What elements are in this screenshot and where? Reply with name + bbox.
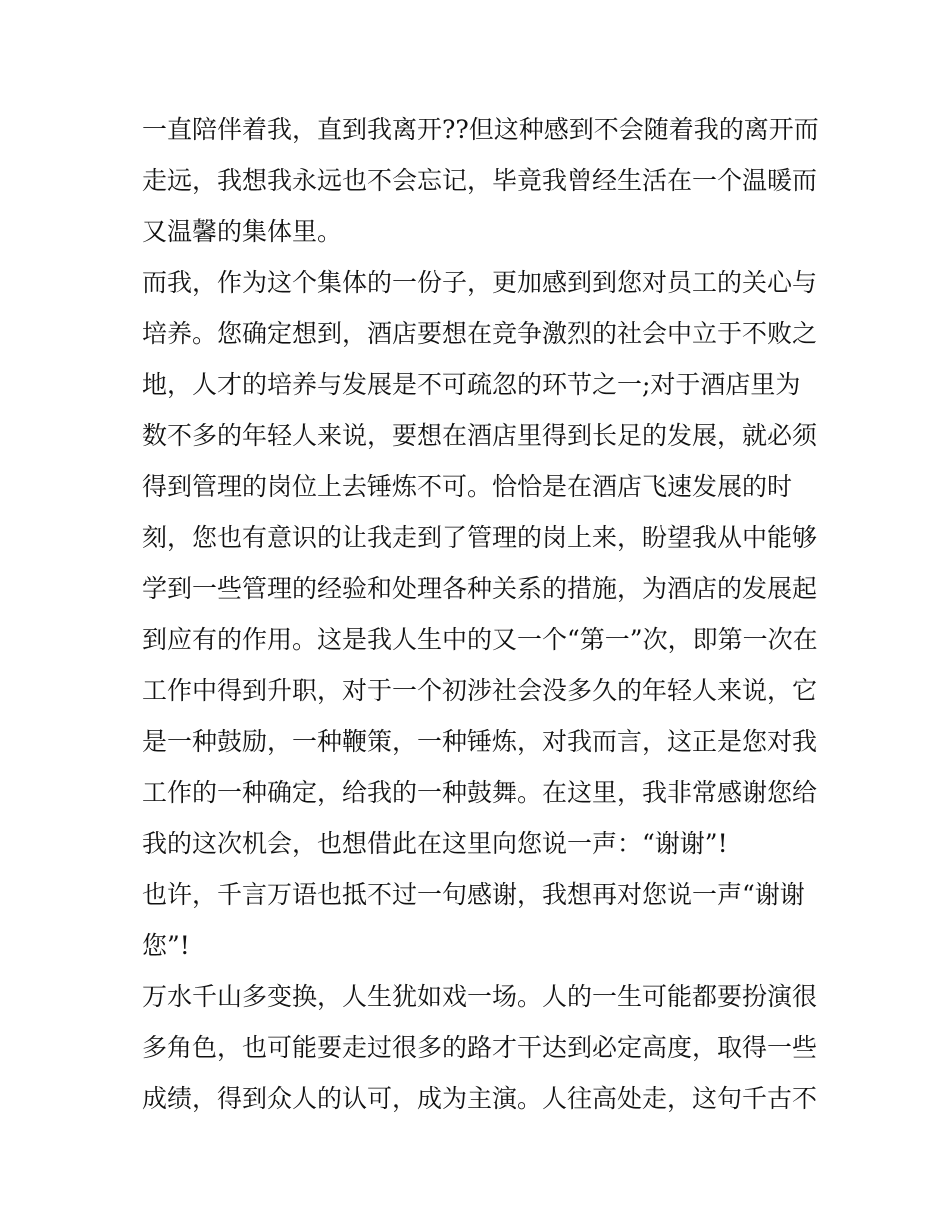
text-line-4: 而我，作为这个集体的一份子，更加感到到您对员工的关心与 xyxy=(142,268,818,297)
text-line-15: 我的这次机会，也想借此在这里向您说一声：“谢谢”! xyxy=(142,829,728,858)
text-line-11: 到应有的作用。这是我人生中的又一个“第一”次，即第一次在 xyxy=(142,625,818,654)
text-line-5: 培养。您确定想到，酒店要想在竞争激烈的社会中立于不败之 xyxy=(142,319,818,348)
text-line-1: 一直陪伴着我，直到我离开??但这种感到不会随着我的离开而 xyxy=(142,115,819,144)
text-line-2: 走远，我想我永远也不会忘记，毕竟我曾经生活在一个温暖而 xyxy=(142,166,818,195)
text-line-10: 学到一些管理的经验和处理各种关系的措施，为酒店的发展起 xyxy=(142,574,818,603)
text-line-17: 您”! xyxy=(142,931,190,960)
text-line-16: 也许，千言万语也抵不过一句感谢，我想再对您说一声“谢谢 xyxy=(142,880,805,909)
text-line-20: 成绩，得到众人的认可，成为主演。人往高处走，这句千古不 xyxy=(142,1084,818,1113)
text-line-8: 得到管理的岗位上去锤炼不可。恰恰是在酒店飞速发展的时 xyxy=(142,472,793,501)
text-line-13: 是一种鼓励，一种鞭策，一种锤炼，对我而言，这正是您对我 xyxy=(142,727,818,756)
text-line-12: 工作中得到升职，对于一个初涉社会没多久的年轻人来说，它 xyxy=(142,676,818,705)
text-line-7: 数不多的年轻人来说，要想在酒店里得到长足的发展，就必须 xyxy=(142,421,818,450)
document-body xyxy=(142,104,822,1124)
text-line-19: 多角色，也可能要走过很多的路才干达到必定高度，取得一些 xyxy=(142,1033,818,1062)
text-line-18: 万水千山多变换，人生犹如戏一场。人的一生可能都要扮演很 xyxy=(142,982,818,1011)
text-line-3: 又温馨的集体里。 xyxy=(142,217,343,246)
text-line-14: 工作的一种确定，给我的一种鼓舞。在这里，我非常感谢您给 xyxy=(142,778,818,807)
text-line-9: 刻，您也有意识的让我走到了管理的岗上来，盼望我从中能够 xyxy=(142,523,818,552)
text-line-6: 地，人才的培养与发展是不可疏忽的环节之一;对于酒店里为 xyxy=(142,370,801,399)
